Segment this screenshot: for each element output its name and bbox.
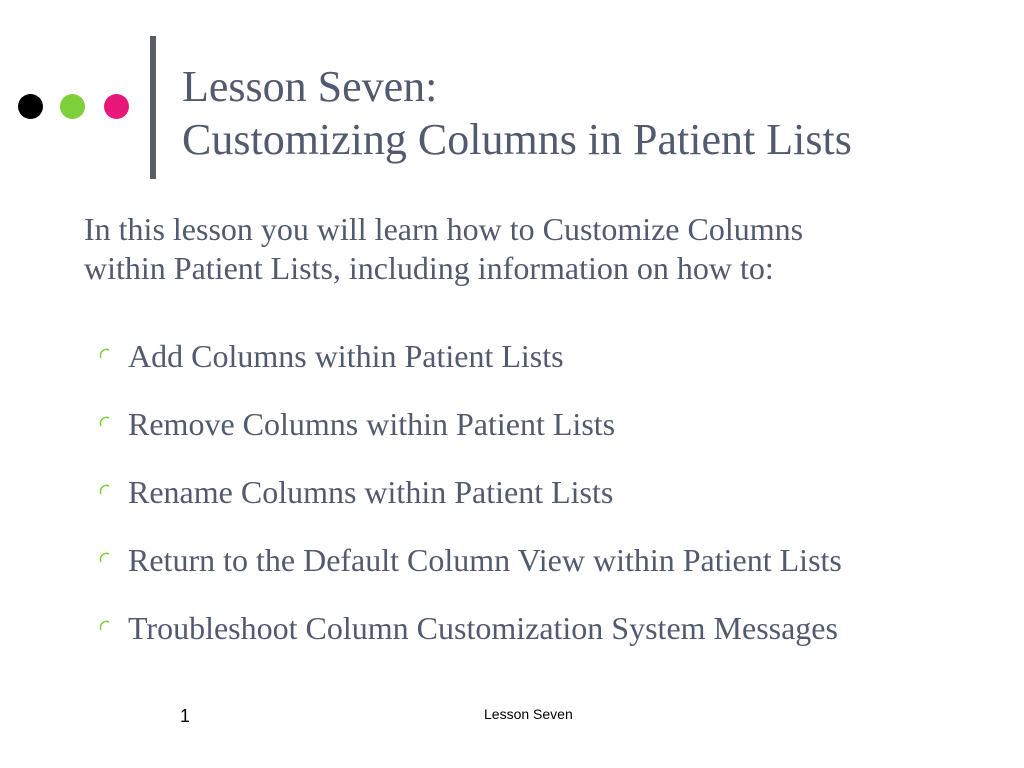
open-circle-bullet-icon: [98, 483, 114, 499]
open-circle-bullet-icon: [98, 551, 114, 567]
list-item: [98, 537, 842, 605]
bullet-text: Remove Columns within Patient Lists: [128, 406, 616, 442]
bullet-text: Add Columns within Patient Lists: [128, 338, 564, 374]
bullet-text: Troubleshoot Column Customization System Messages: [128, 610, 838, 646]
list-item: [98, 401, 842, 469]
slide-title: [182, 60, 852, 166]
black-dot-icon: [18, 94, 43, 119]
list-item: [98, 469, 842, 537]
slide-title-line-2: Customizing Columns in Patient Lists: [182, 115, 852, 164]
bullet-text: Return to the Default Column View within Patient Lists: [128, 542, 842, 578]
title-divider: [150, 36, 156, 179]
intro-paragraph: [84, 210, 984, 288]
pink-dot-icon: [104, 94, 129, 119]
open-circle-bullet-icon: [98, 619, 114, 635]
open-circle-bullet-icon: [98, 415, 114, 431]
list-item: [98, 605, 842, 673]
list-item: [98, 333, 842, 401]
bullet-list: [98, 333, 842, 673]
slide-title-line-1: Lesson Seven:: [182, 62, 438, 111]
page-number: 1: [180, 706, 191, 726]
intro-line-1: In this lesson you will learn how to Customize Columns: [84, 211, 804, 247]
green-dot-icon: [60, 94, 85, 119]
open-circle-bullet-icon: [98, 347, 114, 363]
footer-title: Lesson Seven: [484, 706, 573, 722]
intro-line-2: within Patient Lists, including information on how to:: [84, 250, 774, 286]
bullet-text: Rename Columns within Patient Lists: [128, 474, 614, 510]
